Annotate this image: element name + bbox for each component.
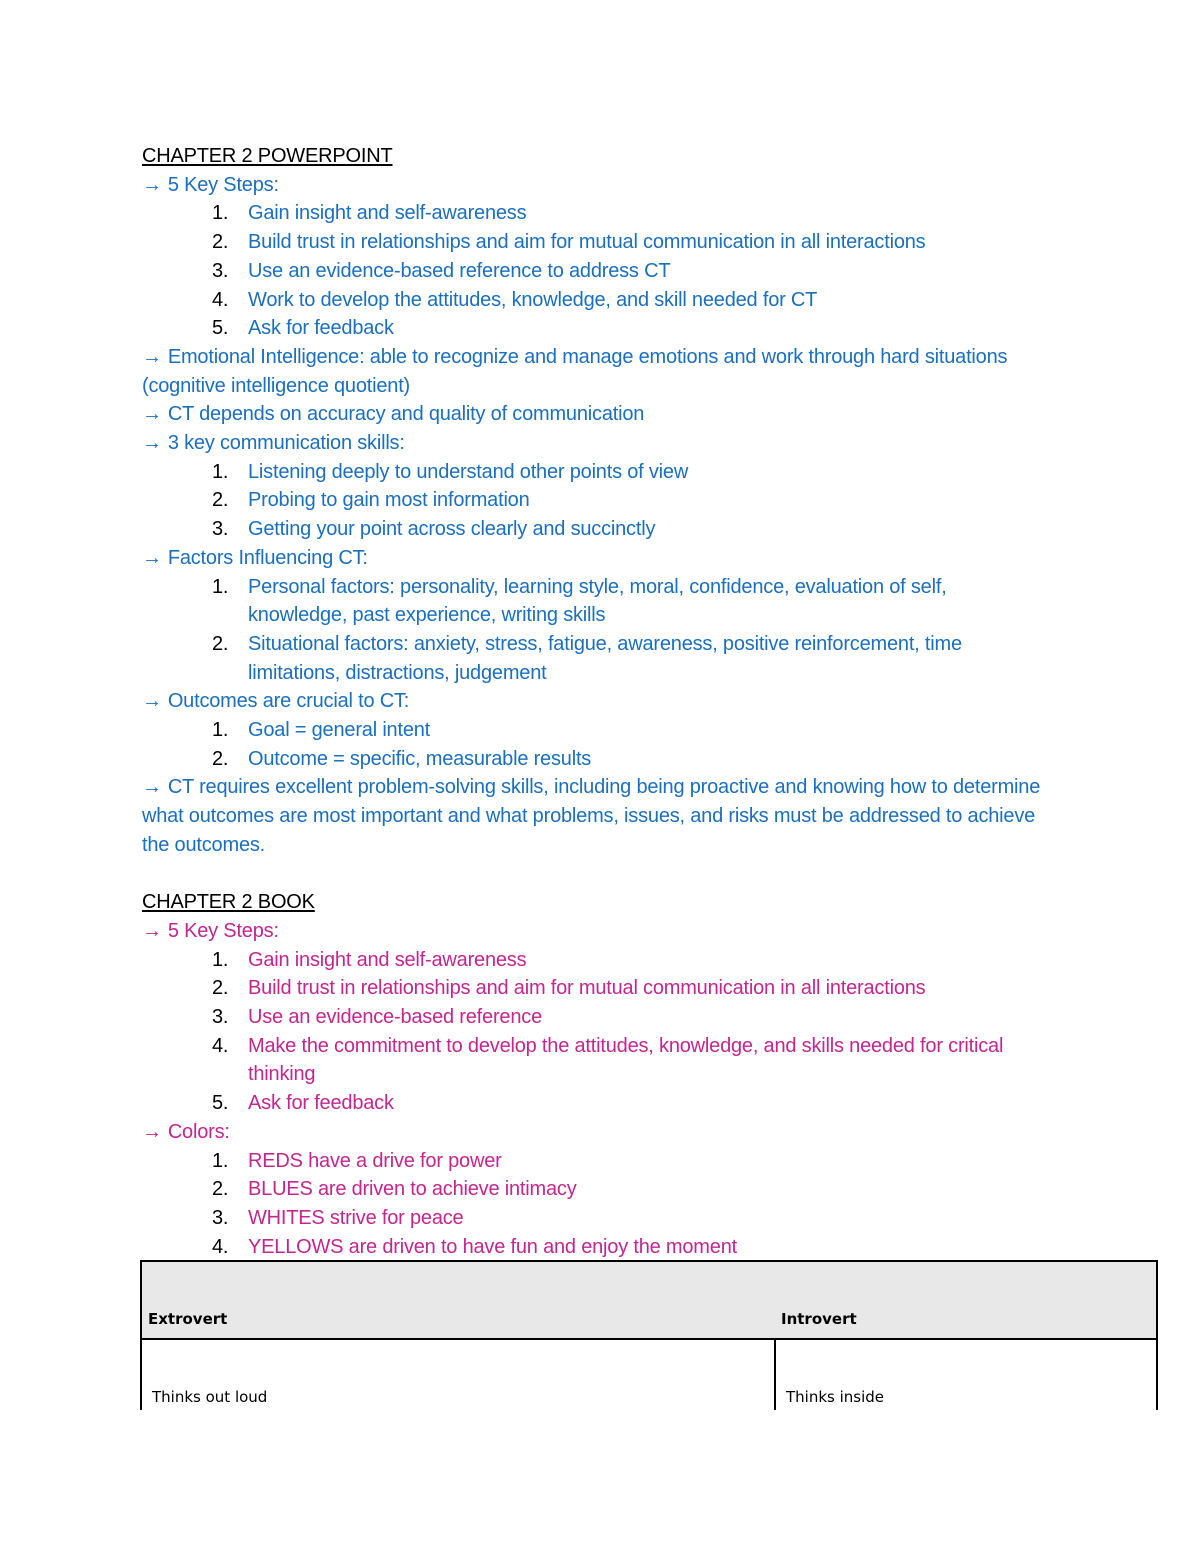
document-body xyxy=(142,142,1042,1261)
list-item-text: WHITES strive for peace xyxy=(248,1207,464,1229)
bullet-text: 5 Key Steps: xyxy=(167,919,279,942)
list-number: 1. xyxy=(212,202,229,225)
bullet-line xyxy=(142,343,1042,400)
list-item xyxy=(142,1032,1042,1089)
list-item xyxy=(142,1089,1042,1118)
arrow-icon: → xyxy=(142,345,162,368)
list-number: 1. xyxy=(212,575,229,598)
section-spacer xyxy=(142,860,1042,889)
arrow-icon: → xyxy=(142,546,162,569)
arrow-icon: → xyxy=(142,919,162,942)
table-cell-introvert: Thinks inside xyxy=(775,1339,1157,1410)
list-number: 5. xyxy=(212,317,229,340)
list-number: 3. xyxy=(212,1006,229,1029)
list-item-text: Build trust in relationships and aim for mutual communication in all interactions xyxy=(248,977,926,1000)
list-item xyxy=(142,286,1042,315)
list-item-text: YELLOWS are driven to have fun and enjoy the moment xyxy=(248,1235,737,1258)
list-item xyxy=(142,1003,1042,1032)
list-item xyxy=(142,630,1042,687)
bullet-text: Emotional Intelligence: able to recognize and manage emotions and work through hard situations (cognitive intelligence quotient) xyxy=(142,345,1008,397)
bullet-line xyxy=(142,429,1042,458)
bullet-text: 3 key communication skills: xyxy=(167,432,405,455)
list-number: 4. xyxy=(212,288,229,311)
list-item-text: Probing to gain most information xyxy=(248,489,530,512)
list-item-text: Use an evidence-based reference to address CT xyxy=(248,259,671,282)
list-item-text: Gain insight and self-awareness xyxy=(248,202,527,225)
table-header-extrovert: Extrovert xyxy=(141,1261,775,1339)
list-item-text: Goal = general intent xyxy=(248,719,431,742)
numbered-list xyxy=(142,716,1042,773)
table-row xyxy=(141,1339,1157,1410)
list-item-text: Use an evidence-based reference xyxy=(248,1006,542,1029)
list-number: 2. xyxy=(212,747,229,770)
list-number: 2. xyxy=(212,489,229,512)
list-number: 3. xyxy=(212,259,229,282)
personality-table xyxy=(140,1260,1158,1410)
list-item xyxy=(142,1204,1042,1233)
section-powerpoint xyxy=(142,171,1042,860)
table-cell-extrovert: Thinks out loud xyxy=(141,1339,775,1410)
arrow-icon: → xyxy=(142,432,162,455)
list-number: 1. xyxy=(212,460,229,483)
bullet-line xyxy=(142,544,1042,573)
list-number: 2. xyxy=(212,977,229,1000)
bullet-text: Outcomes are crucial to CT: xyxy=(167,690,410,713)
list-item xyxy=(142,199,1042,228)
bullet-line xyxy=(142,1118,1042,1147)
list-number: 3. xyxy=(212,1207,229,1229)
table-header-introvert: Introvert xyxy=(775,1261,1157,1339)
list-item xyxy=(142,1147,1042,1176)
list-item-text: Situational factors: anxiety, stress, fatigue, awareness, positive reinforcement, time limitations, distractions, judgement xyxy=(248,632,962,684)
list-item xyxy=(142,745,1042,774)
bullet-line xyxy=(142,687,1042,716)
list-item xyxy=(142,573,1042,630)
list-item xyxy=(142,716,1042,745)
arrow-icon: → xyxy=(142,690,162,713)
list-item-text: Personal factors: personality, learning style, moral, confidence, evaluation of self, knowledge, past experience, writing skills xyxy=(248,575,947,627)
section-book xyxy=(142,917,1042,1261)
list-number: 1. xyxy=(212,1149,229,1172)
section-heading-powerpoint: CHAPTER 2 POWERPOINT xyxy=(142,145,393,167)
list-number: 3. xyxy=(212,518,229,541)
list-item xyxy=(142,515,1042,544)
numbered-list xyxy=(142,573,1042,688)
bullet-text: CT depends on accuracy and quality of communication xyxy=(167,403,645,426)
list-item-text: Gain insight and self-awareness xyxy=(248,948,527,971)
list-item-text: Build trust in relationships and aim for mutual communication in all interactions xyxy=(248,231,926,254)
bullet-text: 5 Key Steps: xyxy=(167,173,279,196)
arrow-icon: → xyxy=(142,1120,162,1143)
table-header-row xyxy=(141,1261,1157,1339)
personality-table-wrap xyxy=(140,1260,1158,1406)
bullet-text: CT requires excellent problem-solving skills, including being proactive and knowing how to determine what outcomes are most important and what problems, issues, and risks must be addressed to achieve the outcomes. xyxy=(142,776,1041,856)
list-item xyxy=(142,1175,1042,1204)
list-number: 2. xyxy=(212,1178,229,1201)
list-item-text: Getting your point across clearly and succinctly xyxy=(248,518,656,541)
list-item-text: Ask for feedback xyxy=(248,1092,394,1115)
list-item xyxy=(142,946,1042,975)
bullet-text: Factors Influencing CT: xyxy=(167,546,368,569)
bullet-line xyxy=(142,773,1042,859)
list-item xyxy=(142,257,1042,286)
list-number: 1. xyxy=(212,719,229,742)
list-number: 2. xyxy=(212,632,229,655)
arrow-icon: → xyxy=(142,173,162,196)
list-item xyxy=(142,314,1042,343)
arrow-icon: → xyxy=(142,776,162,799)
section-heading-book: CHAPTER 2 BOOK xyxy=(142,891,315,914)
list-number: 4. xyxy=(212,1235,229,1258)
list-number: 1. xyxy=(212,948,229,971)
list-item-text: BLUES are driven to achieve intimacy xyxy=(248,1178,577,1201)
list-item-text: Listening deeply to understand other points of view xyxy=(248,460,689,483)
list-number: 4. xyxy=(212,1034,229,1057)
numbered-list xyxy=(142,1147,1042,1262)
numbered-list xyxy=(142,946,1042,1118)
numbered-list xyxy=(142,458,1042,544)
list-number: 2. xyxy=(212,231,229,254)
list-number: 5. xyxy=(212,1092,229,1115)
list-item xyxy=(142,1233,1042,1262)
list-item xyxy=(142,974,1042,1003)
list-item-text: REDS have a drive for power xyxy=(248,1149,502,1172)
list-item-text: Work to develop the attitudes, knowledge, and skill needed for CT xyxy=(248,288,818,311)
bullet-line xyxy=(142,917,1042,946)
list-item-text: Make the commitment to develop the attitudes, knowledge, and skills needed for critical thinking xyxy=(248,1034,1004,1086)
list-item xyxy=(142,486,1042,515)
bullet-line xyxy=(142,400,1042,429)
numbered-list xyxy=(142,199,1042,343)
list-item-text: Ask for feedback xyxy=(248,317,394,340)
arrow-icon: → xyxy=(142,403,162,426)
bullet-line xyxy=(142,171,1042,200)
bullet-text: Colors: xyxy=(167,1120,230,1143)
list-item xyxy=(142,458,1042,487)
list-item-text: Outcome = specific, measurable results xyxy=(248,747,592,770)
list-item xyxy=(142,228,1042,257)
